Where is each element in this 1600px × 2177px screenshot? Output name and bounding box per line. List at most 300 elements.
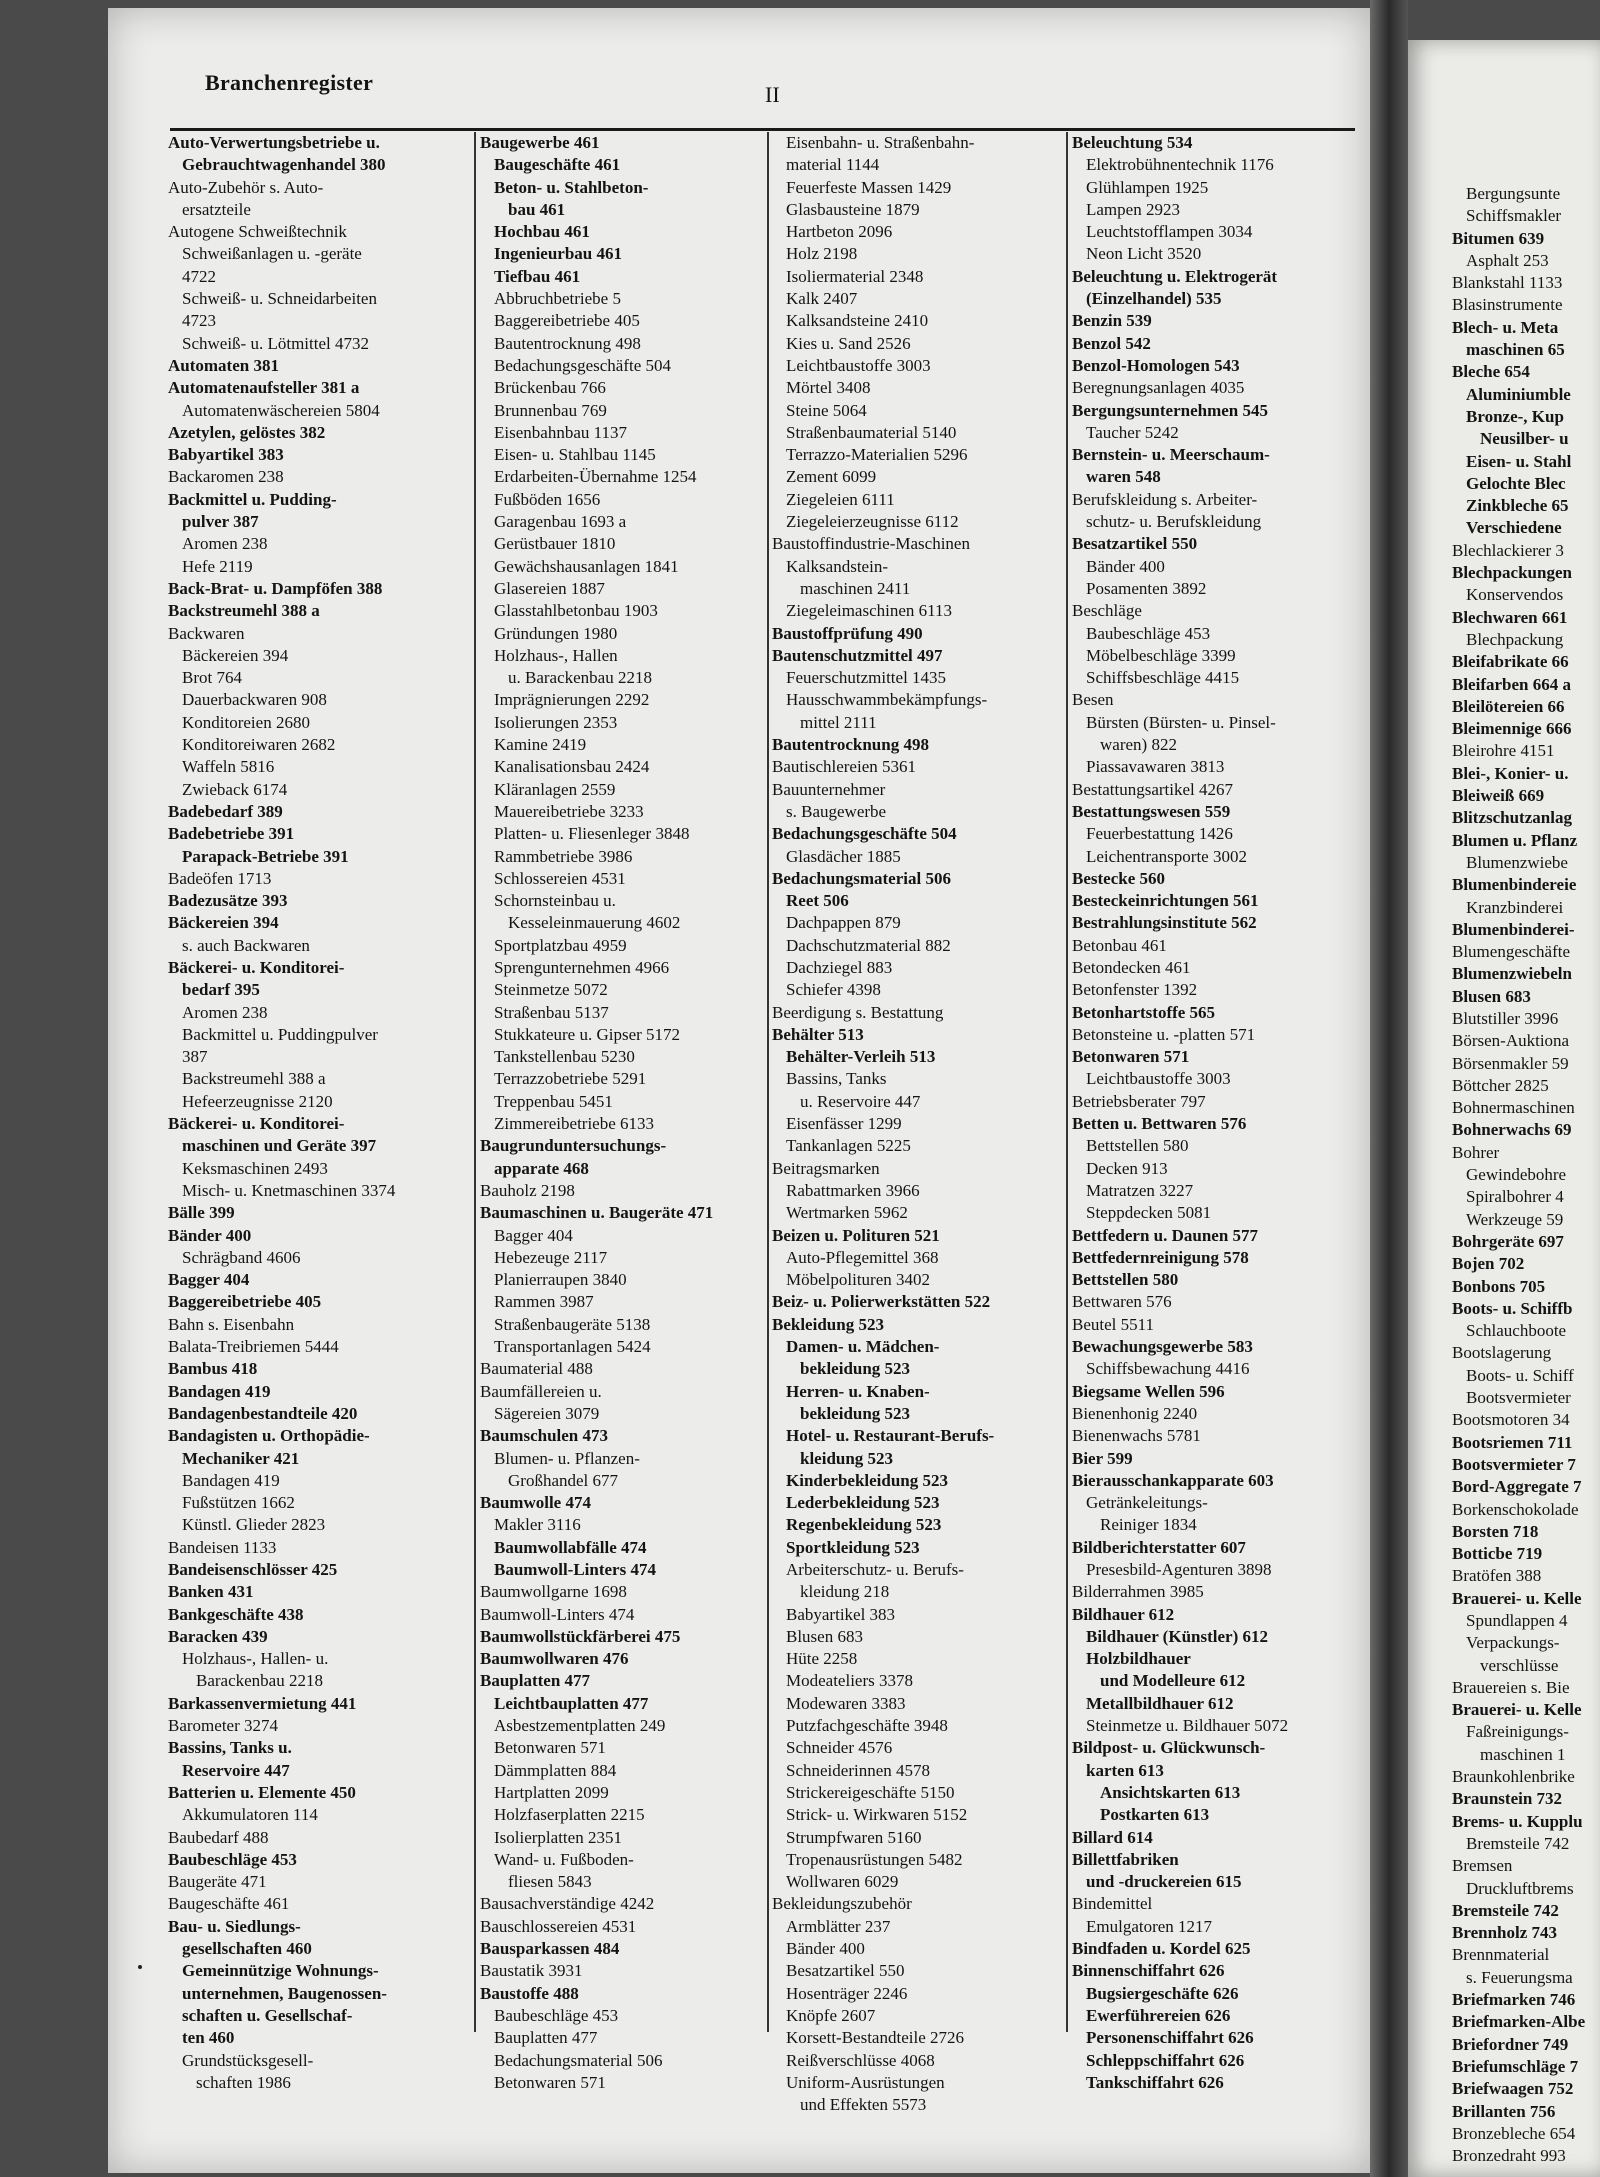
index-entry: Betriebsberater 797: [1072, 1091, 1206, 1111]
index-entry: Brennholz 743: [1452, 1923, 1558, 1943]
index-entry: Schiffsbeschläge 4415: [1086, 668, 1240, 688]
index-entry: karten 613: [1086, 1760, 1164, 1780]
index-entry: (Einzelhandel) 535: [1086, 289, 1222, 309]
index-entry: Reiniger 1834: [1100, 1515, 1197, 1535]
index-entry: Bestattungsartikel 4267: [1072, 779, 1234, 799]
index-entry: Reservoire 447: [182, 1760, 290, 1780]
index-entry: Hartbeton 2096: [786, 222, 893, 242]
index-entry: Berufskleidung s. Arbeiter-: [1072, 489, 1258, 509]
index-entry: Baugeschäfte 461: [494, 155, 621, 175]
index-entry: Bildberichterstatter 607: [1072, 1537, 1246, 1557]
index-entry: Bagger 404: [168, 1270, 250, 1290]
index-entry: Bautenschutzmittel 497: [772, 645, 943, 665]
index-entry: Betten u. Bettwaren 576: [1072, 1114, 1247, 1134]
index-entry: Bürsten (Bürsten- u. Pinsel-: [1086, 712, 1276, 732]
index-entry: Beerdigung s. Bestattung: [772, 1002, 944, 1022]
index-entry: Beregnungsanlagen 4035: [1072, 378, 1245, 398]
index-entry: Backstreumehl 388 a: [168, 601, 320, 621]
index-entry: Billettfabriken: [1072, 1849, 1179, 1869]
index-entry: Neon Licht 3520: [1086, 244, 1202, 264]
index-entry: Tankschiffahrt 626: [1086, 2072, 1224, 2092]
index-entry: Bautischlereien 5361: [772, 757, 916, 777]
index-entry: Leuchtstofflampen 3034: [1086, 222, 1253, 242]
index-entry: Blechpackung: [1466, 629, 1564, 649]
index-entry: Besen: [1072, 690, 1114, 710]
index-entry: Holz 2198: [786, 244, 858, 264]
column-3: [772, 132, 1062, 2116]
index-entry: Glasbausteine 1879: [786, 199, 920, 219]
index-entry: Postkarten 613: [1100, 1805, 1210, 1825]
index-entry: Kamine 2419: [494, 735, 587, 755]
index-entry: Beitragsmarken: [772, 1158, 880, 1178]
index-entry: Ingenieurbau 461: [494, 244, 622, 264]
index-entry: Benzol-Homologen 543: [1072, 355, 1240, 375]
index-entry: Brückenbau 766: [494, 378, 606, 398]
index-entry: Behälter 513: [772, 1024, 864, 1044]
index-entry: Schweißanlagen u. -geräte: [182, 244, 362, 264]
index-entry: Emulgatoren 1217: [1086, 1916, 1213, 1936]
index-entry: Transportanlagen 5424: [494, 1337, 651, 1357]
index-entry: waren 548: [1086, 467, 1161, 487]
index-entry: Mechaniker 421: [182, 1448, 300, 1468]
index-entry: Isoliermaterial 2348: [786, 266, 924, 286]
index-entry: Bremsteile 742: [1466, 1833, 1570, 1853]
index-entry: Großhandel 677: [508, 1470, 619, 1490]
index-entry: Glühlampen 1925: [1086, 177, 1209, 197]
index-entry: Blechwaren 661: [1452, 607, 1568, 627]
index-entry: Schiffsmakler: [1466, 206, 1562, 226]
index-entry: Blusen 683: [1452, 986, 1531, 1006]
index-entry: Böttcher 2825: [1452, 1075, 1549, 1095]
index-entry: Bleirohre 4151: [1452, 741, 1555, 761]
index-entry: Backwaren: [168, 623, 245, 643]
index-entry: Bambus 418: [168, 1359, 258, 1379]
index-entry: Brillanten 756: [1452, 2101, 1556, 2121]
index-entry: Auto-Pflegemittel 368: [786, 1247, 939, 1267]
facing-page: [1408, 40, 1600, 2177]
index-entry: Blankstahl 1133: [1452, 273, 1563, 293]
index-entry: Bindemittel: [1072, 1894, 1153, 1914]
index-entry: Baumschulen 473: [480, 1426, 608, 1446]
index-entry: Bootsriemen 711: [1452, 1432, 1573, 1452]
index-entry: Lampen 2923: [1086, 199, 1180, 219]
index-entry: Eisenbahnbau 1137: [494, 422, 627, 442]
index-entry: Schleppschiffahrt 626: [1086, 2050, 1245, 2070]
index-entry: Benzol 542: [1072, 333, 1151, 353]
index-entry: Makler 3116: [494, 1515, 581, 1535]
index-entry: Bäckereien 394: [182, 645, 289, 665]
index-entry: Börsenmakler 59: [1452, 1053, 1569, 1073]
index-entry: Bassins, Tanks u.: [168, 1738, 292, 1758]
index-entry: u. Barackenbau 2218: [508, 668, 652, 688]
index-entry: Spundlappen 4: [1466, 1611, 1568, 1630]
index-entry: Baustatik 3931: [480, 1961, 583, 1981]
index-entry: Feuerbestattung 1426: [1086, 824, 1233, 844]
index-entry: Schiefer 4398: [786, 980, 881, 1000]
index-entry: Asphalt 253: [1466, 250, 1549, 270]
index-entry: Blitzschutzanlag: [1452, 808, 1572, 828]
index-entry: Betonwaren 571: [494, 2072, 606, 2092]
index-entry: Abbruchbetriebe 5: [494, 289, 621, 309]
index-entry: ersatzteile: [182, 199, 251, 219]
index-entry: Damen- u. Mädchen-: [786, 1337, 940, 1357]
index-entry: Tankanlagen 5225: [786, 1136, 911, 1156]
index-entry: Gewächshausanlagen 1841: [494, 556, 679, 576]
index-entry: Herren- u. Knaben-: [786, 1381, 930, 1401]
index-entry: Bootsvermieter: [1466, 1388, 1571, 1408]
index-entry: Rammbetriebe 3986: [494, 846, 633, 866]
index-entry: Bootslagerung: [1452, 1343, 1552, 1363]
index-entry: Gebrauchtwagenhandel 380: [182, 155, 386, 175]
index-entry: Bälle 399: [168, 1203, 235, 1223]
index-entry: Uniform-Ausrüstungen: [786, 2072, 945, 2092]
index-entry: Gerüstbauer 1810: [494, 534, 616, 554]
index-entry: Schornsteinbau u.: [494, 891, 616, 911]
index-entry: Bäckerei- u. Konditorei-: [168, 1114, 345, 1134]
book-gutter: [1370, 0, 1408, 2177]
index-entry: Bautentrocknung 498: [772, 735, 929, 755]
index-entry: Bandagen 419: [182, 1470, 280, 1490]
index-entry: Bausachverständige 4242: [480, 1894, 655, 1914]
index-entry: Brauereien s. Bie: [1452, 1677, 1570, 1697]
index-entry: Baumwollwaren 476: [480, 1649, 629, 1669]
index-entry: Möbelpolituren 3402: [786, 1270, 931, 1290]
index-entry: Putzfachgeschäfte 3948: [786, 1716, 948, 1736]
index-entry: schutz- u. Berufskleidung: [1086, 512, 1262, 532]
index-entry: Badebetriebe 391: [168, 824, 295, 844]
index-entry: Bedachungsgeschäfte 504: [772, 824, 957, 844]
index-entry: Leichtbaustoffe 3003: [786, 355, 931, 375]
index-entry: Hefeerzeugnisse 2120: [182, 1091, 333, 1111]
index-entry: Blechlackierer 3: [1452, 540, 1564, 560]
index-entry: Schlossereien 4531: [494, 868, 626, 888]
index-entry: Bier 599: [1072, 1448, 1133, 1468]
index-entry: Blech- u. Meta: [1452, 317, 1559, 337]
index-entry: Bänder 400: [1086, 556, 1165, 576]
index-entry: kleidung 218: [800, 1582, 890, 1602]
index-entry: Steinmetze u. Bildhauer 5072: [1086, 1716, 1289, 1736]
index-entry: Akkumulatoren 114: [182, 1805, 318, 1825]
index-entry: Glasdächer 1885: [786, 846, 901, 866]
index-entry: Bausparkassen 484: [480, 1939, 620, 1959]
index-entry: Aluminiumble: [1466, 384, 1571, 404]
index-entry: Automatenwäschereien 5804: [182, 400, 380, 420]
index-entry: Baumwollgarne 1698: [480, 1582, 627, 1602]
index-entry: Dachziegel 883: [786, 957, 893, 977]
index-entry: Schneiderinnen 4578: [786, 1760, 930, 1780]
index-entry: Treppenbau 5451: [494, 1091, 613, 1111]
index-entry: Bronzedraht 993: [1452, 2146, 1566, 2166]
column-1: [168, 132, 470, 2094]
index-entry: Mörtel 3408: [786, 378, 871, 398]
index-entry: Baustoffe 488: [480, 1983, 579, 2003]
index-entry: Eisen- u. Stahlbau 1145: [494, 445, 656, 465]
index-entry: Korsett-Bestandteile 2726: [786, 2028, 964, 2048]
column-divider: [767, 132, 769, 2032]
column-divider: [474, 132, 476, 2032]
index-entry: Regenbekleidung 523: [786, 1515, 942, 1535]
index-entry: Bleimennige 666: [1452, 719, 1572, 739]
index-entry: Backmittel u. Puddingpulver: [182, 1024, 378, 1044]
index-entry: Briefwaagen 752: [1452, 2079, 1574, 2099]
index-entry: Bergungsunternehmen 545: [1072, 400, 1268, 420]
index-entry: Gemeinnützige Wohnungs-: [182, 1961, 379, 1981]
index-entry: Bleifabrikate 66: [1452, 652, 1569, 672]
index-entry: Brauerei- u. Kelle: [1452, 1700, 1582, 1720]
index-entry: Aromen 238: [182, 534, 268, 554]
index-entry: Baumwolle 474: [480, 1493, 591, 1513]
index-entry: Betondecken 461: [1072, 957, 1191, 977]
index-entry: Dachschutzmaterial 882: [786, 935, 951, 955]
index-entry: Hüte 2258: [786, 1649, 858, 1669]
index-entry: Bonbons 705: [1452, 1276, 1546, 1296]
index-entry: Tropenausrüstungen 5482: [786, 1849, 963, 1869]
index-entry: Bewachungsgewerbe 583: [1072, 1337, 1253, 1357]
index-entry: Backaromen 238: [168, 467, 284, 487]
index-entry: Blei-, Konier- u.: [1452, 763, 1569, 783]
index-entry: Kies u. Sand 2526: [786, 333, 911, 353]
index-entry: Eisen- u. Stahl: [1466, 451, 1572, 471]
index-entry: Decken 913: [1086, 1158, 1168, 1178]
index-entry: Bronze-, Kup: [1466, 406, 1564, 426]
index-entry: Beleuchtung 534: [1072, 133, 1193, 152]
index-entry: Beton- u. Stahlbeton-: [494, 177, 649, 197]
index-entry: und Modelleure 612: [1100, 1671, 1246, 1691]
index-entry: Erdarbeiten-Übernahme 1254: [494, 467, 697, 487]
index-entry: Planierraupen 3840: [494, 1270, 627, 1290]
index-entry: Blasinstrumente: [1452, 295, 1563, 315]
index-entry: Feuerfeste Massen 1429: [786, 177, 952, 197]
index-entry: Beizen u. Polituren 521: [772, 1225, 940, 1245]
column-2: [480, 132, 762, 2094]
index-entry: Hartplatten 2099: [494, 1782, 609, 1802]
index-entry: bekleidung 523: [800, 1403, 911, 1423]
index-entry: Aromen 238: [182, 1002, 268, 1022]
index-entry: Dauerbackwaren 908: [182, 690, 327, 710]
index-entry: Baugeräte 471: [168, 1872, 267, 1892]
index-entry: Strick- u. Wirkwaren 5152: [786, 1805, 968, 1825]
index-entry: Terrazzobetriebe 5291: [494, 1069, 647, 1089]
index-entry: Briefordner 749: [1452, 2034, 1569, 2054]
index-entry: Metallbildhauer 612: [1086, 1693, 1234, 1713]
index-entry: Bauplatten 477: [494, 2028, 598, 2048]
index-entry: Schweiß- u. Schneidarbeiten: [182, 289, 377, 309]
index-entry: Eisenbahn- u. Straßenbahn-: [786, 133, 975, 152]
index-entry: Straßenbau 5137: [494, 1002, 609, 1022]
index-entry: Bänder 400: [168, 1225, 252, 1245]
index-entry: Blumenzwiebeln: [1452, 964, 1572, 984]
index-entry: Wollwaren 6029: [786, 1872, 899, 1892]
index-entry: Hotel- u. Restaurant-Berufs-: [786, 1426, 995, 1446]
index-entry: Ewerführereien 626: [1086, 2005, 1231, 2025]
index-entry: Keksmaschinen 2493: [182, 1158, 328, 1178]
index-entry: Gewindebohre: [1466, 1165, 1567, 1185]
index-entry: Posamenten 3892: [1086, 578, 1207, 598]
index-entry: Kranzbinderei: [1466, 897, 1564, 917]
index-entry: Glasstahlbetonbau 1903: [494, 601, 658, 621]
index-entry: Baubeschläge 453: [1086, 623, 1211, 643]
index-entry: Bestattungswesen 559: [1072, 801, 1231, 821]
index-entry: bau 461: [508, 199, 566, 219]
index-entry: Automatenaufsteller 381 a: [168, 378, 360, 398]
index-entry: Bänder 400: [786, 1939, 865, 1959]
index-entry: Kanalisationsbau 2424: [494, 757, 650, 777]
index-entry: Bleifarben 664 a: [1452, 674, 1571, 694]
index-entry: material 1144: [786, 155, 880, 175]
index-entry: Hausschwammbekämpfungs-: [786, 690, 988, 710]
index-entry: Beiz- u. Polierwerkstätten 522: [772, 1292, 991, 1312]
index-entry: Betonwaren 571: [494, 1738, 606, 1758]
index-entry: Blumenbinderei-: [1452, 919, 1575, 939]
index-entry: Misch- u. Knetmaschinen 3374: [182, 1180, 396, 1200]
index-entry: Bildhauer 612: [1072, 1604, 1175, 1624]
index-entry: Badeöfen 1713: [168, 868, 272, 888]
index-entry: Sägereien 3079: [494, 1403, 600, 1423]
index-entry: Schlauchboote: [1466, 1321, 1567, 1341]
index-entry: Botticbe 719: [1452, 1544, 1543, 1564]
index-entry: Bauplatten 477: [480, 1671, 591, 1691]
index-entry: Besteckeinrichtungen 561: [1072, 891, 1259, 911]
index-entry: Bord-Aggregate 7: [1452, 1477, 1582, 1497]
index-entry: Blumen u. Pflanz: [1452, 830, 1578, 850]
index-entry: pulver 387: [182, 512, 259, 532]
index-entry: Baubeschläge 453: [168, 1849, 297, 1869]
index-entry: Zimmereibetriebe 6133: [494, 1114, 655, 1134]
index-entry: Sportplatzbau 4959: [494, 935, 627, 955]
index-entry: Bleche 654: [1452, 362, 1530, 382]
index-entry: bekleidung 523: [800, 1359, 911, 1379]
index-entry: Bitumen 639: [1452, 228, 1545, 248]
index-entry: Bestecke 560: [1072, 868, 1166, 888]
index-entry: Garagenbau 1693 a: [494, 512, 627, 532]
index-entry: Bedachungsgeschäfte 504: [494, 355, 672, 375]
index-entry: Bleilötereien 66: [1452, 696, 1565, 716]
index-entry: Elektrobühnentechnik 1176: [1086, 155, 1274, 175]
index-entry: Badebedarf 389: [168, 801, 283, 821]
index-entry: Brot 764: [182, 668, 242, 688]
index-entry: Bremsteile 742: [1452, 1900, 1559, 1920]
index-entry: Kalksandstein-: [786, 556, 888, 576]
index-entry: Bronzebleche 654: [1452, 2123, 1576, 2143]
index-entry: Strumpfwaren 5160: [786, 1827, 922, 1847]
index-entry: schaften u. Gesellschaf-: [182, 2005, 353, 2025]
index-entry: 387: [182, 1047, 208, 1067]
index-entry: Fußböden 1656: [494, 489, 601, 509]
index-entry: bedarf 395: [182, 980, 260, 1000]
index-entry: Kläranlagen 2559: [494, 779, 616, 799]
scan-speck: [138, 1965, 142, 1969]
index-entry: Fußstützen 1662: [182, 1493, 295, 1513]
index-entry: Börsen-Auktiona: [1452, 1031, 1570, 1051]
index-entry: Blechpackungen: [1452, 563, 1572, 583]
index-entry: maschinen 2411: [800, 578, 911, 598]
index-entry: Schrägband 4606: [182, 1247, 301, 1267]
index-entry: Hochbau 461: [494, 222, 590, 242]
index-entry: Bildpost- u. Glückwunsch-: [1072, 1738, 1266, 1758]
index-entry: Bedachungsmaterial 506: [494, 2050, 663, 2070]
index-entry: Leichentransporte 3002: [1086, 846, 1247, 866]
index-entry: Modewaren 3383: [786, 1693, 906, 1713]
index-entry: ten 460: [182, 2028, 235, 2048]
index-entry: Grundstücksgesell-: [182, 2050, 314, 2070]
index-entry: Spiralbohrer 4: [1466, 1187, 1564, 1207]
index-entry: Konservendos: [1466, 585, 1564, 605]
index-entry: Werkzeuge 59: [1466, 1209, 1564, 1229]
index-entry: Bratöfen 388: [1452, 1566, 1542, 1586]
index-entry: Platten- u. Fliesenleger 3848: [494, 824, 690, 844]
index-entry: Baggereibetriebe 405: [168, 1292, 322, 1312]
index-entry: Autogene Schweißtechnik: [168, 222, 347, 242]
column-divider: [1066, 132, 1068, 2032]
index-entry: Feuerschutzmittel 1435: [786, 668, 947, 688]
index-entry: Presesbild-Agenturen 3898: [1086, 1560, 1272, 1579]
index-entry: Hosenträger 2246: [786, 1983, 908, 2003]
index-entry: Blumen- u. Pflanzen-: [494, 1448, 640, 1468]
index-entry: Gelochte Blec: [1466, 473, 1566, 493]
index-entry: Asbestzementplatten 249: [494, 1716, 666, 1736]
index-entry: Getränkeleitungs-: [1086, 1493, 1208, 1513]
index-entry: fliesen 5843: [508, 1872, 592, 1892]
index-entry: Leichtbaustoffe 3003: [1086, 1069, 1231, 1089]
index-entry: Steinmetze 5072: [494, 980, 608, 1000]
column-4: [1072, 132, 1362, 2094]
index-entry: Wertmarken 5962: [786, 1203, 908, 1223]
index-entry: Briefmarken-Albe: [1452, 2012, 1586, 2032]
index-entry: Schiffsbewachung 4416: [1086, 1359, 1250, 1379]
index-entry: Rammen 3987: [494, 1292, 594, 1312]
index-entry: Bremsen: [1452, 1856, 1513, 1876]
index-entry: Baubedarf 488: [168, 1827, 269, 1847]
index-entry: schaften 1986: [196, 2072, 291, 2092]
index-entry: Brennmaterial: [1452, 1945, 1550, 1965]
index-entry: Brunnenbau 769: [494, 400, 607, 420]
index-entry: Kesseleinmauerung 4602: [508, 913, 681, 933]
index-entry: Briefumschläge 7: [1452, 2056, 1579, 2076]
index-entry: Bassins, Tanks: [786, 1069, 887, 1089]
index-entry: Straßenbaumaterial 5140: [786, 422, 957, 442]
index-entry: Armblätter 237: [786, 1916, 891, 1936]
index-entry: Borkenschokolade: [1452, 1499, 1579, 1519]
index-entry: Baumaschinen u. Baugeräte 471: [480, 1203, 714, 1223]
index-entry: Künstl. Glieder 2823: [182, 1515, 326, 1535]
index-entry: Hefe 2119: [182, 556, 253, 576]
index-entry: Dachpappen 879: [786, 913, 901, 933]
index-entry: Steppdecken 5081: [1086, 1203, 1212, 1223]
index-entry: s. Baugewerbe: [786, 801, 887, 821]
index-entry: Baumwollstückfärberei 475: [480, 1626, 681, 1646]
index-entry: Bankgeschäfte 438: [168, 1604, 304, 1624]
index-entry: Bienenhonig 2240: [1072, 1403, 1198, 1423]
index-entry: Beschläge: [1072, 601, 1142, 621]
index-entry: Faßreinigungs-: [1466, 1722, 1569, 1742]
index-entry: Rabattmarken 3966: [786, 1180, 920, 1200]
index-entry: Betonhartstoffe 565: [1072, 1002, 1216, 1022]
index-entry: Bekleidungszubehör: [772, 1894, 912, 1914]
index-entry: Matratzen 3227: [1086, 1180, 1194, 1200]
index-entry: Baumwollabfälle 474: [494, 1537, 647, 1557]
index-entry: Bau- u. Siedlungs-: [168, 1916, 301, 1936]
index-entry: Personenschiffahrt 626: [1086, 2028, 1254, 2048]
index-entry: Ziegeleierzeugnisse 6112: [786, 512, 959, 532]
index-entry: Bäckereien 394: [168, 913, 279, 933]
index-entry: Betonwaren 571: [1072, 1047, 1190, 1067]
index-entry: Bauunternehmer: [772, 779, 886, 799]
index-entry: Strickereigeschäfte 5150: [786, 1782, 955, 1802]
index-entry: Binnenschiffahrt 626: [1072, 1961, 1225, 1981]
index-entry: Batterien u. Elemente 450: [168, 1782, 356, 1802]
index-entry: Neusilber- u: [1480, 429, 1569, 449]
index-entry: Bagger 404: [494, 1225, 573, 1245]
